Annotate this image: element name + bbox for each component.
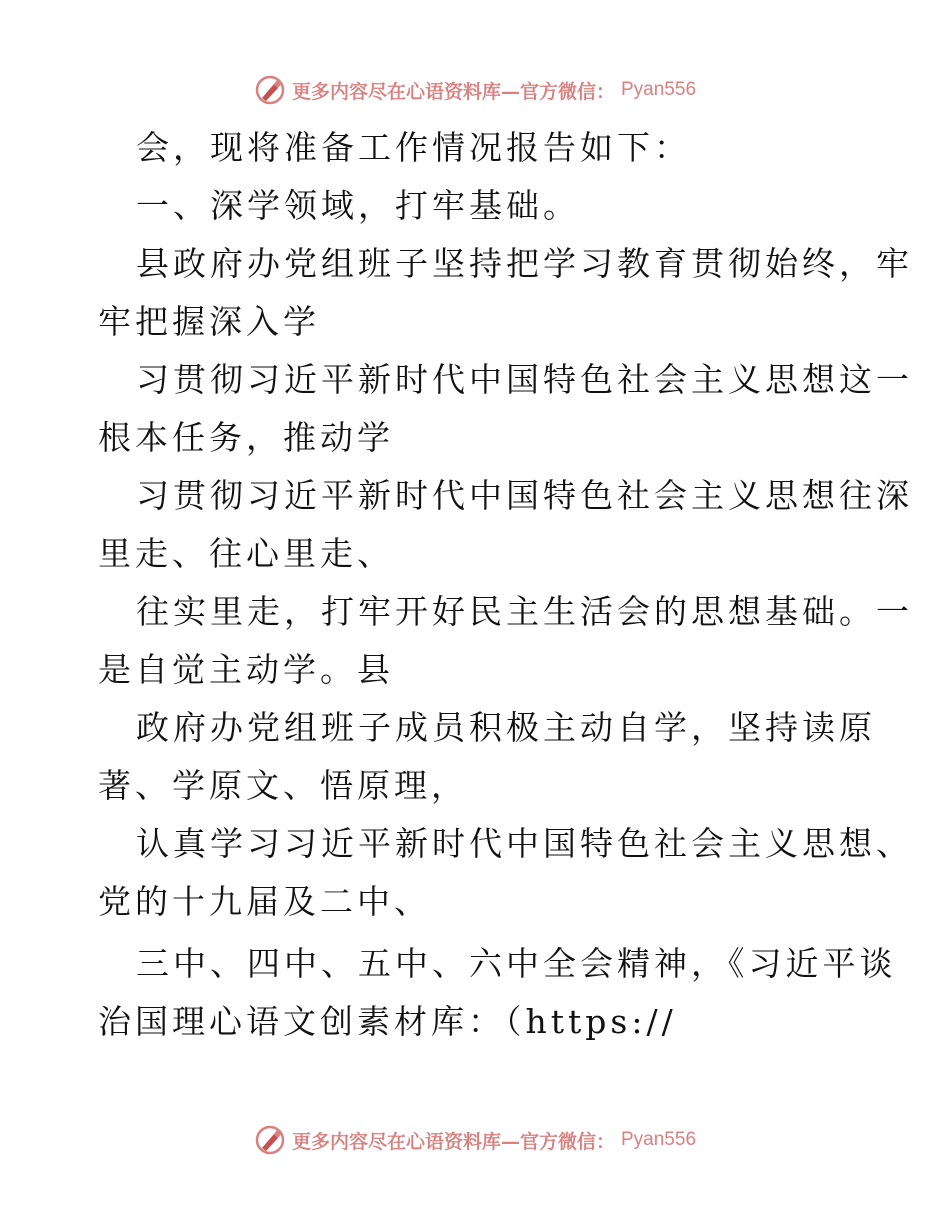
document-line: 政府办党组班子成员积极主动自学，坚持读原 [136,708,876,747]
document-line: 县政府办党组班子坚持把学习教育贯彻始终，牢 [136,244,913,283]
watermark-contact: Pyan556 [621,1129,697,1150]
header-watermark [0,70,950,110]
document-line: 认真学习习近平新时代中国特色社会主义思想、 [136,824,913,863]
document-line: 会，现将准备工作情况报告如下： [136,128,691,167]
document-line: 习贯彻习近平新时代中国特色社会主义思想往深 [136,476,913,515]
document-line: 里走、往心里走、 [98,534,394,573]
document-line: 根本任务，推动学 [98,418,394,457]
document-line: 治国理心语文创素材库：（https:// [98,1002,677,1041]
document-line: 党的十九届及二中、 [98,882,431,921]
document-line: 著、学原文、悟原理， [98,766,468,805]
document-line: 往实里走，打牢开好民主生活会的思想基础。一 [136,592,913,631]
document-line: 习贯彻习近平新时代中国特色社会主义思想这一 [136,360,913,399]
document-line: 牢把握深入学 [98,302,320,341]
document-line: 是自觉主动学。县 [98,650,394,689]
pen-logo-icon [254,74,286,106]
document-line: 一、深学领域，打牢基础。 [136,186,580,225]
watermark-text: 更多内容尽在心语资料库—官方微信： [291,80,615,103]
footer-watermark [0,1120,950,1160]
document-line: 三中、四中、五中、六中全会精神，《习近平谈 [136,944,897,983]
watermark-text: 更多内容尽在心语资料库—官方微信： [291,1130,615,1153]
watermark-contact: Pyan556 [621,79,697,100]
pen-logo-icon [254,1124,286,1156]
